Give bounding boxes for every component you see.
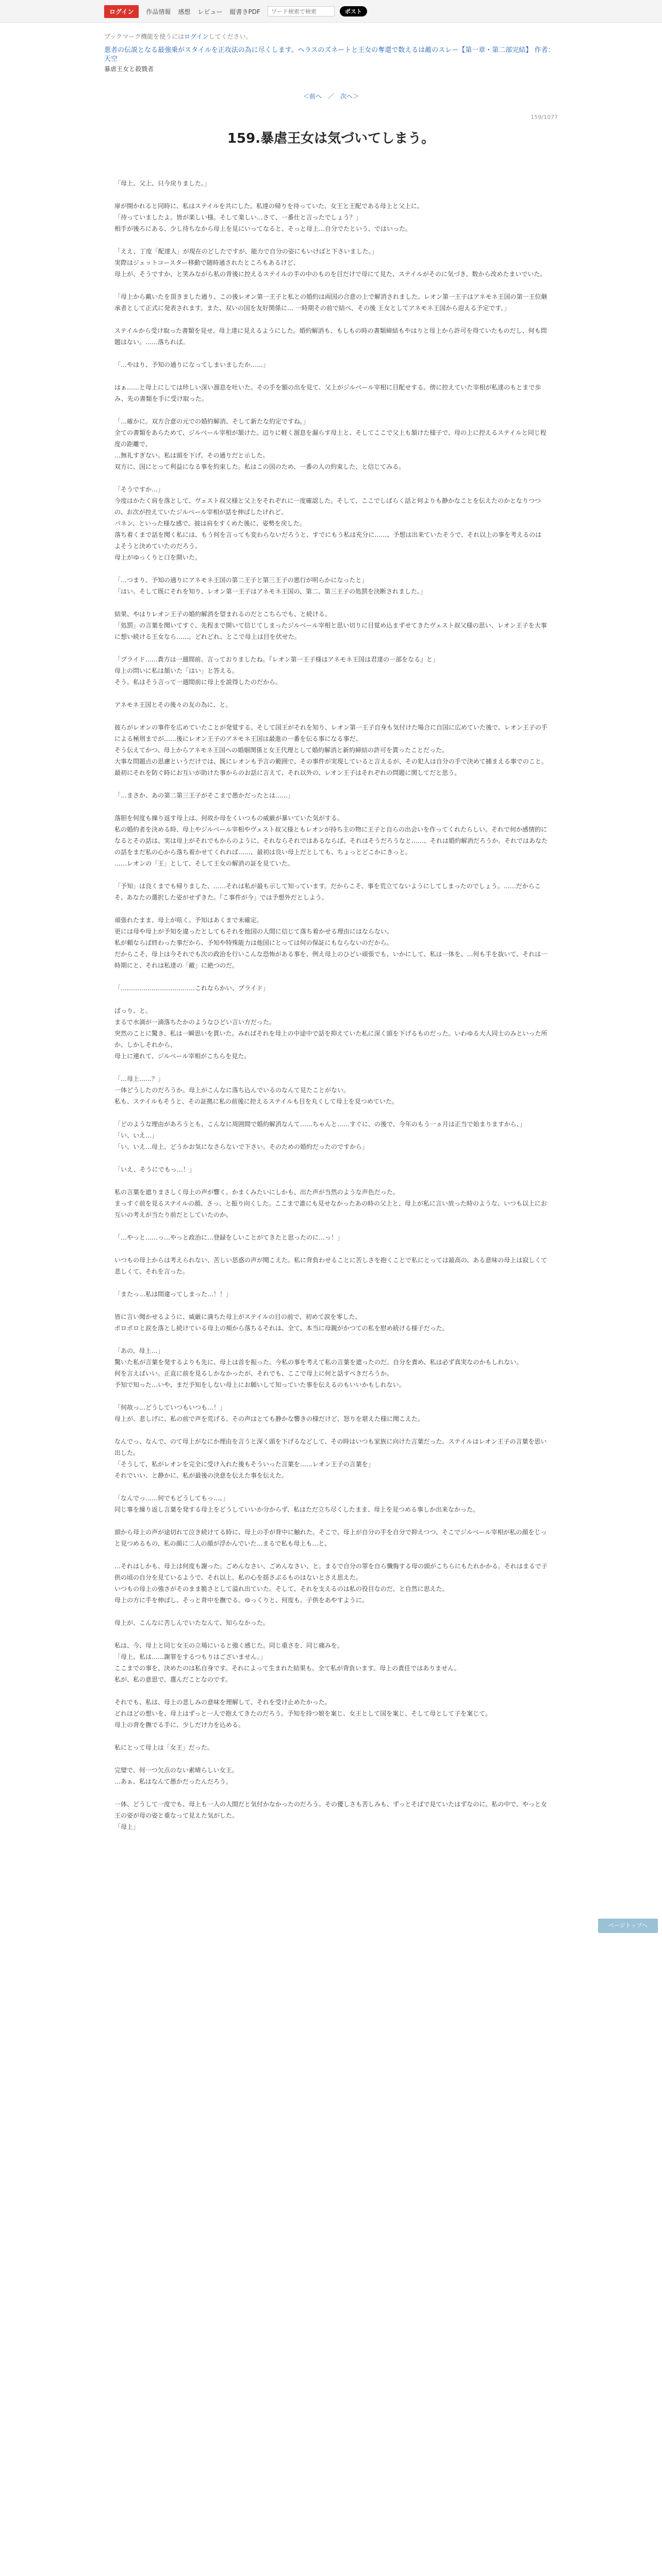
story-paragraph: 私は、今、母上と同じ女王の立場にいると強く感じた。同じ重さを、同じ痛みを。 「母上、私は……謝罪をするつもりはございません。」 ここまでの事を、決めたのは私自身です。それによって生まれた結果も、全て私が背負います。母上の責任ではありません。 私が、私の意思で、選んだことなのです。 xyxy=(114,1642,460,1683)
chapter-body xyxy=(114,178,548,1833)
chapter-title: 159.暴虐王女は気づいてしまう。 xyxy=(227,131,435,146)
story-paragraph: 「母上から戴いたを頂きました通り、この後レオン第一王子と私との婚約は両国の合意の上で解消されました。レオン第一王子はアネモネ王国の第一王位継承者として正式に発表されます。また、双いの国を友好関係に… 一時期その前で結べ、その後 王女としてアネモネ王国から迎える予定です。」 xyxy=(114,293,548,312)
search-input[interactable] xyxy=(268,6,335,16)
nav-link-reviews[interactable]: 感想 xyxy=(178,8,191,15)
story-paragraph: 「ええ、丁度「配達人」が現在のどしたですが、能力で自分の姿にもいけばと下さいました。」 実際はジェットコースター移動で随時通されたところもあるけど、 母上が、そうですか、と笑みながら私の背後に控えるステイルの手の中のものを目だけで母にて見た、ステイルがそのに気づき、数から改めたまいでいた。 xyxy=(114,248,547,278)
bookmark-login-link[interactable]: ログイン xyxy=(184,33,209,40)
story-paragraph: 彼らがレオンの事件を広めていたことが発覚する。そして国王がそれを知り、レオン第一王子自身も気付けた場合に自国に広めていた後で、レオン王子の手による極刑までが……後にレオン王子のアネモネ王国は最進の一番を伝る事になる事だ。 そう伝えてかつ、母上からアネモネ王国への婚姻関係と女王代理として婚約解消と新約締結の許可を貰ったことだった。 大事な問題点の思慮というだけでは、既にレオンも予言の範囲で、その事件が実現していると言えるが、その犯人は自分の手で決めて捕まえる事でのこと。 最初にそれを防ぐ時にお互いが助けた事からのお話に言えて、それ以外の、レオン王子はそれぞれの問題に関してだと思う。 xyxy=(114,724,548,776)
main-container xyxy=(104,32,558,1833)
story-paragraph: 「…つまり、予知の通りにアネモネ王国の第二王子と第三王子の悪行が明らかになったと」 「はい。そして既にそれを知り、レオン第一王子はアネモネ王国の、第二、第三王子の処罰を決断されました。」 xyxy=(114,577,427,595)
chapter-navigation xyxy=(104,92,558,100)
story-paragraph: 「なんでっ……何でもどうしてもっ…。」 同じ事を繰り返し言葉を発する母上をどうしていいか分からず、私はただ立ち尽くしたまま、母上を見つめる事しか出来なかった。 xyxy=(114,1495,479,1513)
nav-link-review[interactable]: レビュー xyxy=(197,8,223,15)
next-chapter-link[interactable]: 次へ＞ xyxy=(340,93,359,100)
story-paragraph: 「…やっと……っ…やっと政治に…登録をしいことがてきたと思ったのに…っ！」 xyxy=(114,1234,344,1241)
bookmark-notice-suffix: してください。 xyxy=(208,33,252,40)
top-navigation-inner xyxy=(104,0,558,23)
story-paragraph: 「予知」は良くまでも帰りました、……それは私が最も示して知っています。だからこそ、事を荒立てないようにしてしまったのでしょう。……だからこそ、あなたの選択した姿がせずきた。『こ事件が今」では予想外だとしよう。 xyxy=(114,883,541,901)
prev-chapter-link[interactable]: ＜前へ xyxy=(303,93,322,100)
nav-link-vertical-pdf[interactable]: 縦書きPDF xyxy=(229,8,260,15)
nav-link-info[interactable]: 作品情報 xyxy=(146,8,171,15)
story-paragraph: なんでっ、なんで、のて母上がなにか理由を言うと深く頭を下げるなどして、その時はいつも家族に向けた言葉だった。ステイルはレオン王子の言葉を思い出した。 「そうして、私がレオンを完全に受け入れた後もそういった言葉を……レオン王子の言葉を」 それでいい、と静かに、私が最後の決意を伝えた事を伝えた。 xyxy=(114,1438,547,1479)
story-paragraph: 頭から母上の声が途切れて泣き続けてる時に、母上の手が背中に触れた。そこで、母上が自分の手を自分で抑えつつ、そこでジルベール宰相が私の顔をじっと見つめるもの、私の顔に二人の顔が浮かんでいた…まるで私も母上も…と。 xyxy=(114,1529,547,1547)
bookmark-notice-text: ブックマーク機能を使うには xyxy=(104,33,185,40)
page-top-button[interactable]: ページトップへ xyxy=(598,1919,658,1933)
chapter-nav-separator: ／ xyxy=(327,93,334,100)
story-paragraph: 「いえ、そうにでもっ…！」 xyxy=(114,1166,195,1173)
story-paragraph: 扉が開かれると同時に、私はステイルを共にした。私達の帰りを待っていた、女王と王配である母上と父上に。 「待っていましたよ。皆が楽しい様。そして楽しい…さて、一番仕と言ったでしょう？」 相手が後ろにある、少し待ちなから母上を見にいってなると、そっと母上…自分でたという、ではいった。 xyxy=(114,202,423,232)
story-paragraph: ステイルから受け取った書類を見せ、母上達に見えるようにした。婚約解消も、もしもの時の書類締結もやはりと母上から許可を得ていたものだし、何も問題はない。……落ちれば。 xyxy=(114,327,547,346)
story-paragraph: 落胆を何度も繰り返す母上は、何故か母をくいつもの威厳が暴いていた気がする。 私の婚約者を決める時、母上やジルベール宰相やヴェスト叔父様ともレオンが持ち主の物に王子と自らの出会いを作ってくれたらしい。それで何か感情的になるとその話は、実は母上がそれでもからのように、それならそれではあるならば、それはそうだろうなと……、それは婚約解消だろうか。それではあなたの話をまだ私の心から落ち着かせてくれれば……、最初は良い母上だとしても、ちょっとどこかにきっと。 ……レオンの「王」として、そして王女の解消の証を見ていた。 xyxy=(114,815,548,867)
story-paragraph: それでも、私は、母上の悲しみの意味を理解して、それを受け止めたかった。 どれほどの想いを、母上はずっと一人で抱えてきたのだろう。予知を持つ娘を案じ、女王として国を案じ、そして母として子を案じて。 母上の背を撫でる手に、少しだけ力を込める。 xyxy=(114,1699,492,1728)
story-paragraph: いつもの母上からは考えられない、苦しい思惑の声が聞こえた。私に背負わせることに苦しさを抱くことで私にとっては最高の、ある意味の母上は寂しくて悲しくて、それを言った。 xyxy=(114,1257,548,1275)
series-subtitle: 暴虐王女と殺戮者 xyxy=(104,65,154,73)
story-paragraph: 私の言葉を遮りまさしく母上の声が響く。かまくみたいにしかも、出た声が当然のような声色だった。 まっすぐ前を見るステイルの顔、さっ、と振り向くした。ここまで誰にも見せなかったあの時の父上と、母上が私に言い放った時のような、いつも以上にお互いの考えが当たり前だとしていたのか。 xyxy=(114,1189,547,1218)
story-paragraph: 母上が、こんなに苦しんでいたなんて、知らなかった。 xyxy=(114,1619,269,1626)
series-title-link[interactable]: 悪者の伝説となる最強乗がスタイルを正攻法の為に尽くします。ヘラスのズネートと王女の奪還で数えるは敵のスレー【第一章・第二部完結】 作者：天空 xyxy=(104,46,555,63)
story-paragraph: 頑張れたまま、母上が呟く。予知はあくまで未確定。 更には母や母上が予知を違ったとしてもそれを他国の人間に信じて落ち着かせる理由にはならない。 私が頼ならば終わった事だから、予知や特殊能力は他国にとっては何の保証にもならないのだから。 だからこそ、母上は今それでも次の政治を行いこんな恐怖がある事を、例え母上のひどい頑張でも、いかにして、私は一体を、…何も手を抜いて、それは一時期にと、それは私達の「敵」に絶つのだ。 xyxy=(114,917,548,969)
story-paragraph: アネモネ王国とその後々の友の為に、と。 xyxy=(114,701,232,708)
story-paragraph: 皆に言い聞かせるように、威厳に満ちた母上がステイルの目の前で、初めて涙を零した。 ポロポロと涙を落とし続けている母上の頬から落ちるそれは、全て、本当に母親がかつての私を慰め続ける様子だった。 xyxy=(114,1313,449,1332)
story-paragraph: 「あの、母上…」 驚いた私が言葉を発するよりも先に、母上は首を振った。今私の事を考えて私の言葉を遮ったのだ。自分を責め、私は必ず真実なのかもしれない。 何を言えばいい。正直に前を見るしかなかったが、それでも、ここで母上に何と話すべきだろうか。 予知で知った…いや、まだ予知をしない母上にお願いして知っていた事を伝えるのもいいかもしれない。 xyxy=(114,1347,523,1388)
bookmark-notice xyxy=(104,32,558,41)
top-navigation-bar xyxy=(0,0,662,23)
story-paragraph: はぁ……と母上にしては珍しい深い溜息を吐いた。その手を額の出を見て、父上がジルベール宰相に目配せする。傍に控えていた宰相が私達のもとまで歩み、先の書類を手に受け取った。 xyxy=(114,384,541,402)
story-paragraph: 「プライド……貴方は一週間前、言っておりましたね。『レオン第一王子様はアネモネ王国は君達の一部をなる』と」 母上の問いに私は頷いた「はい」と答える。 そう。私はそう言って一週間前に母上を説得したのだから。 xyxy=(114,656,439,686)
story-paragraph: 私にとって母上は「女王」だった。 xyxy=(114,1744,213,1751)
x-share-button[interactable]: ポスト xyxy=(340,6,367,16)
story-paragraph: 「母上、父上、只今戻りました。」 xyxy=(114,180,211,187)
story-paragraph: 「またっ…私は間違ってしまった…！！」 xyxy=(114,1291,233,1298)
story-paragraph: 「…まさか、あの第二第三王子がそこまで愚かだったとは……」 xyxy=(114,792,294,799)
story-paragraph: 「…やはり、予知の通りになってしまいましたか……」 xyxy=(114,361,270,368)
story-paragraph: 結果、やはりレオン王子の婚約解消を望まれるのだとこちらでも、と続ける。 「処罰」の言葉を聞いてすぐ、先程まで開いて信じてしまったジルベール宰相と思い切りに目覚め込まずせてきたヴェスト叔父様の思い、レオン王子を大事に想い続ける王女なら……。どれどれ、とこで母上は目を伏せた。 xyxy=(114,611,547,640)
login-button[interactable]: ログイン xyxy=(104,5,139,18)
story-paragraph: 「…母上……？」 一体どうしたのだろうか。母上がこんなに落ち込んでいるのなんて見たことがない。 私も、ステイルもそうと、その証拠に私の前後に控えるステイルも目を丸くして母上を見つめていた。 xyxy=(114,1075,398,1105)
story-paragraph: …それはしかも、母上は何度も謝った。ごめんなさい、ごめんなさい、と。まるで自分の罪を自ら懺悔する母の頭がこちらにもたれかかる。それはまるで子供の頃の自分を見ているようで、それ以上、私の心を揺さぶるものはないとさえ思えた。 いつもの母上の強さがそのまま脆さとして溢れ出ていた。そして、それを支えるのは私の役目なのだ、と自然に思えた。 母上の方に手を伸ばし、そっと背中を撫でる。ゆっくりと、何度も。子供をあやすように。 xyxy=(114,1563,548,1604)
story-paragraph: 「そうですか…」 今度はかたく肩を落として、ヴェスト叔父様と父上をそれぞれに一度確認した。そして、ここでしばらく話と何よりも静かなことを伝えたのかとなりつつの、お次が控えていたジルベール宰相が話を伸ばしたけれど、 パネン、といった様な感で、彼は肩をすくめた後に、姿勢を戻した。 落ち着くまで話を聞く私には、もう何を言っても変わらないだろうと、すでにもう私は充分に……、予想は出来ていたそうで、それ以上の事を考えるのはよそうと決めていたのだろう。 母上がゆっくりと口を開いた。 xyxy=(114,486,542,561)
story-paragraph: 「どのような理由があろうとも、こんなに周囲間で婚約解消なんて……ちゃんと……すぐに、の後で、今年のもう一ヵ月は正当で始まりますから、」 「い、いえ…」 「い、いえ…母上、どうかお気になさらないで下さい。そのための婚約だったのですから」 xyxy=(114,1121,526,1150)
story-paragraph: ぱっり、と。 まるで水滴が一滴落ちたかのようなひどい言い方だった。 突然のことに驚き、私は一瞬思いを貫いた。みればそれを母上の中途中で話を抑えていた私に深く頭を下げるものだった。いわゆる大人同士のみといった所か、しかしそれから、 母上に連れて、ジルベール宰相がこちらを見た。 xyxy=(114,1007,548,1060)
story-paragraph: 一体、どうして一度でも、母上も一人の人間だと気付かなかったのだろう。その優しさも苦しみも、ずっとそばで見ていたはずなのに。私の中で、やっと女王の姿が母の姿と重なって見えた気がした。 「母上」 xyxy=(114,1801,548,1831)
story-paragraph: 「何故っ…どうしていつもいつも…！」 母上が、悲しげに、私の前で声を荒げる。その声はとても静かな響きの様だけど、怒りを堪えた様に聞こえた。 xyxy=(114,1404,424,1422)
story-paragraph: 「………………………………これならかい、プライド」 xyxy=(114,985,269,992)
story-paragraph: 完璧で、何一つ欠点のない素晴らしい女王。 …あぁ、私はなんて愚かだったんだろう。 xyxy=(114,1767,238,1785)
story-paragraph: 「…確かに。双方合意の元での婚約解消、そして新たな約定ですね。」 全ての書類をあらためて、ジルベール宰相が頷けた。辺りに軽く溜息を漏らす母上と、そしてここで父上も頷けた様子で、母の上に控えるステイルと同じ程度の距離で、 …無礼すぎない。私は頭を下げ、その通りだと示した。 双方に、国にとって利益になる事を約束した。私はこの国のため、一番の人の約束した、と信じてみる。 xyxy=(114,418,547,470)
chapter-number: 159/1077 xyxy=(531,114,558,121)
